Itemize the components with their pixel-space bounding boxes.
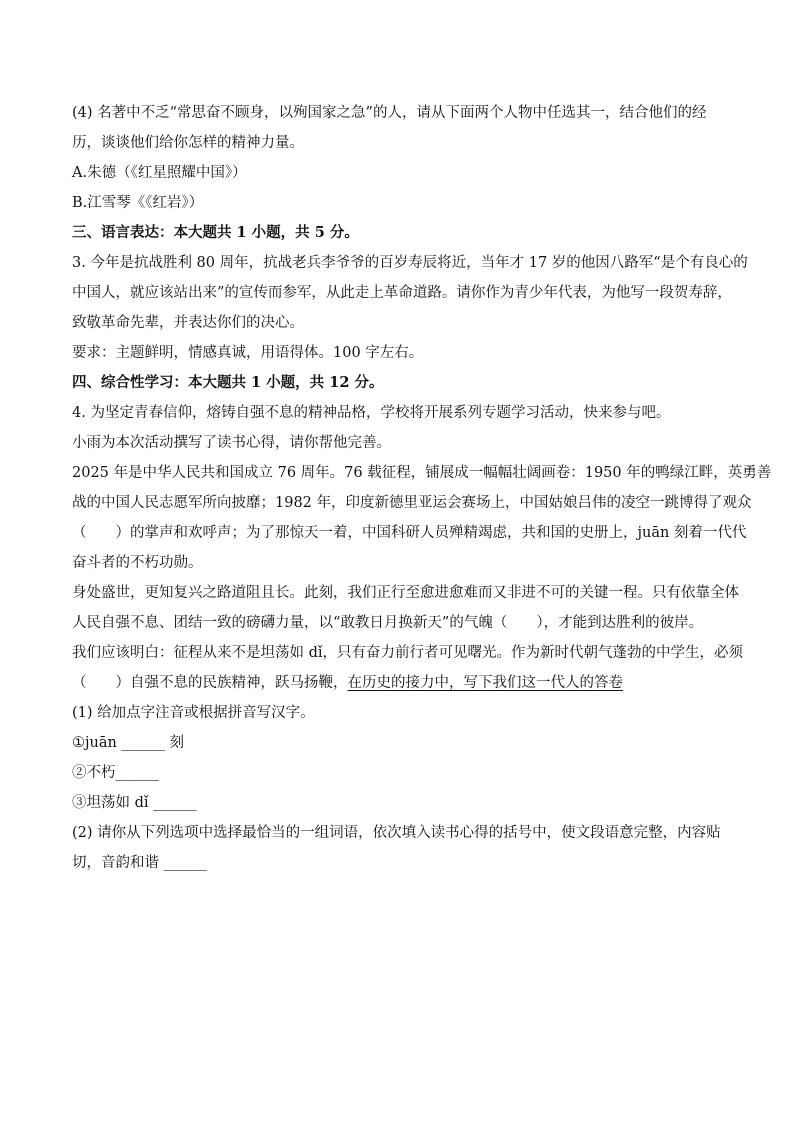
exam-page xyxy=(72,98,772,878)
section3-line2: 中国人，就应该站出来”的宣传而参军，从此走上革命道路。请你作为青少年代表，为他写一段贺寿辞， xyxy=(72,285,732,301)
reading-p1-line2: 战的中国人民志愿军所向披靡；1982 年，印度新德里亚运会赛场上，中国姑娘吕伟的凌空一跳博得了观众 xyxy=(72,495,752,511)
option-b: B.江雪琴《《红岩》） xyxy=(72,195,204,211)
reading-p3-line2 xyxy=(72,668,724,698)
section4-intro: 4. 为坚定青春信仰，熔铸自强不息的精神品格，学校将开展系列专题学习活动，快来参与吧。 xyxy=(72,405,671,421)
sub-question-2-line1: (2) 请你从下列选项中选择最恰当的一组词语，依次填入读书心得的括号中，使文段语意完整，内容贴 xyxy=(72,825,721,841)
reading-p1-line3: （ ）的掌声和欢呼声；为了那惊天一着，中国科研人员殚精竭虑，共和国的史册上，juān 刻着一代代 xyxy=(72,525,747,541)
sub-question-1: (1) 给加点字注音或根据拼音写汉字。 xyxy=(72,705,315,721)
section3-line3: 致敬革命先辈，并表达你们的决心。 xyxy=(72,315,304,331)
section4-heading: 四、综合性学习：本大题共 1 小题，共 12 分。 xyxy=(72,374,384,391)
option-a: A.朱德（《红星照耀中国》） xyxy=(72,165,247,181)
sub-question-2-line2: 切，音韵和谐 ______ xyxy=(72,855,208,871)
section3-line1: 3. 今年是抗战胜利 80 周年，抗战老兵李爷爷的百岁寿辰将近，当年才 17 岁的他因八路军“是个有良心的 xyxy=(72,255,748,271)
reading-p3-line2-start: （ ）自强不息的民族精神，跃马扬鞭， xyxy=(72,675,348,691)
q4-part4-line2: 历，谈谈他们给你怎样的精神力量。 xyxy=(72,135,304,151)
section4-intro2: 小雨为本次活动撰写了读书心得，请你帮他完善。 xyxy=(72,435,391,451)
underlined-sentence: 在历史的接力中，写下我们这一代人的答卷 xyxy=(347,675,623,691)
reading-p1-line4: 奋斗者的不朽功勋。 xyxy=(72,555,203,571)
q4-part4-line1: (4) 名著中不乏“常思奋不顾身，以殉国家之急”的人，请从下面两个人物中任选其一，结合他们的经 xyxy=(72,105,707,121)
sub-question-1-c: ③坦荡如 dǐ ______ xyxy=(72,795,197,811)
sub-question-1-b: ②不朽______ xyxy=(72,765,159,781)
section3-heading: 三、语言表达：本大题共 1 小题，共 5 分。 xyxy=(72,224,359,241)
section3-requirement: 要求：主题鲜明，情感真诚，用语得体。100 字左右。 xyxy=(72,345,424,361)
reading-p1-line1: 2025 年是中华人民共和国成立 76 周年。76 载征程，铺展成一幅幅壮阔画卷：1950 年的鸭绿江畔，英勇善 xyxy=(72,465,772,481)
reading-p2-line2: 人民自强不息、团结一致的磅礴力量，以“敢教日月换新天”的气魄（ ），才能到达胜利的彼岸。 xyxy=(72,615,704,631)
sub-question-1-a: ①juān ______ 刻 xyxy=(72,735,185,751)
reading-p3-line1: 我们应该明白：征程从来不是坦荡如 dǐ，只有奋力前行者可见曙光。作为新时代朝气蓬勃的中学生，必须 xyxy=(72,645,744,661)
reading-p2-line1: 身处盛世，更知复兴之路道阻且长。此刻，我们正行至愈进愈难而又非进不可的关键一程。只有依靠全体 xyxy=(72,585,739,601)
